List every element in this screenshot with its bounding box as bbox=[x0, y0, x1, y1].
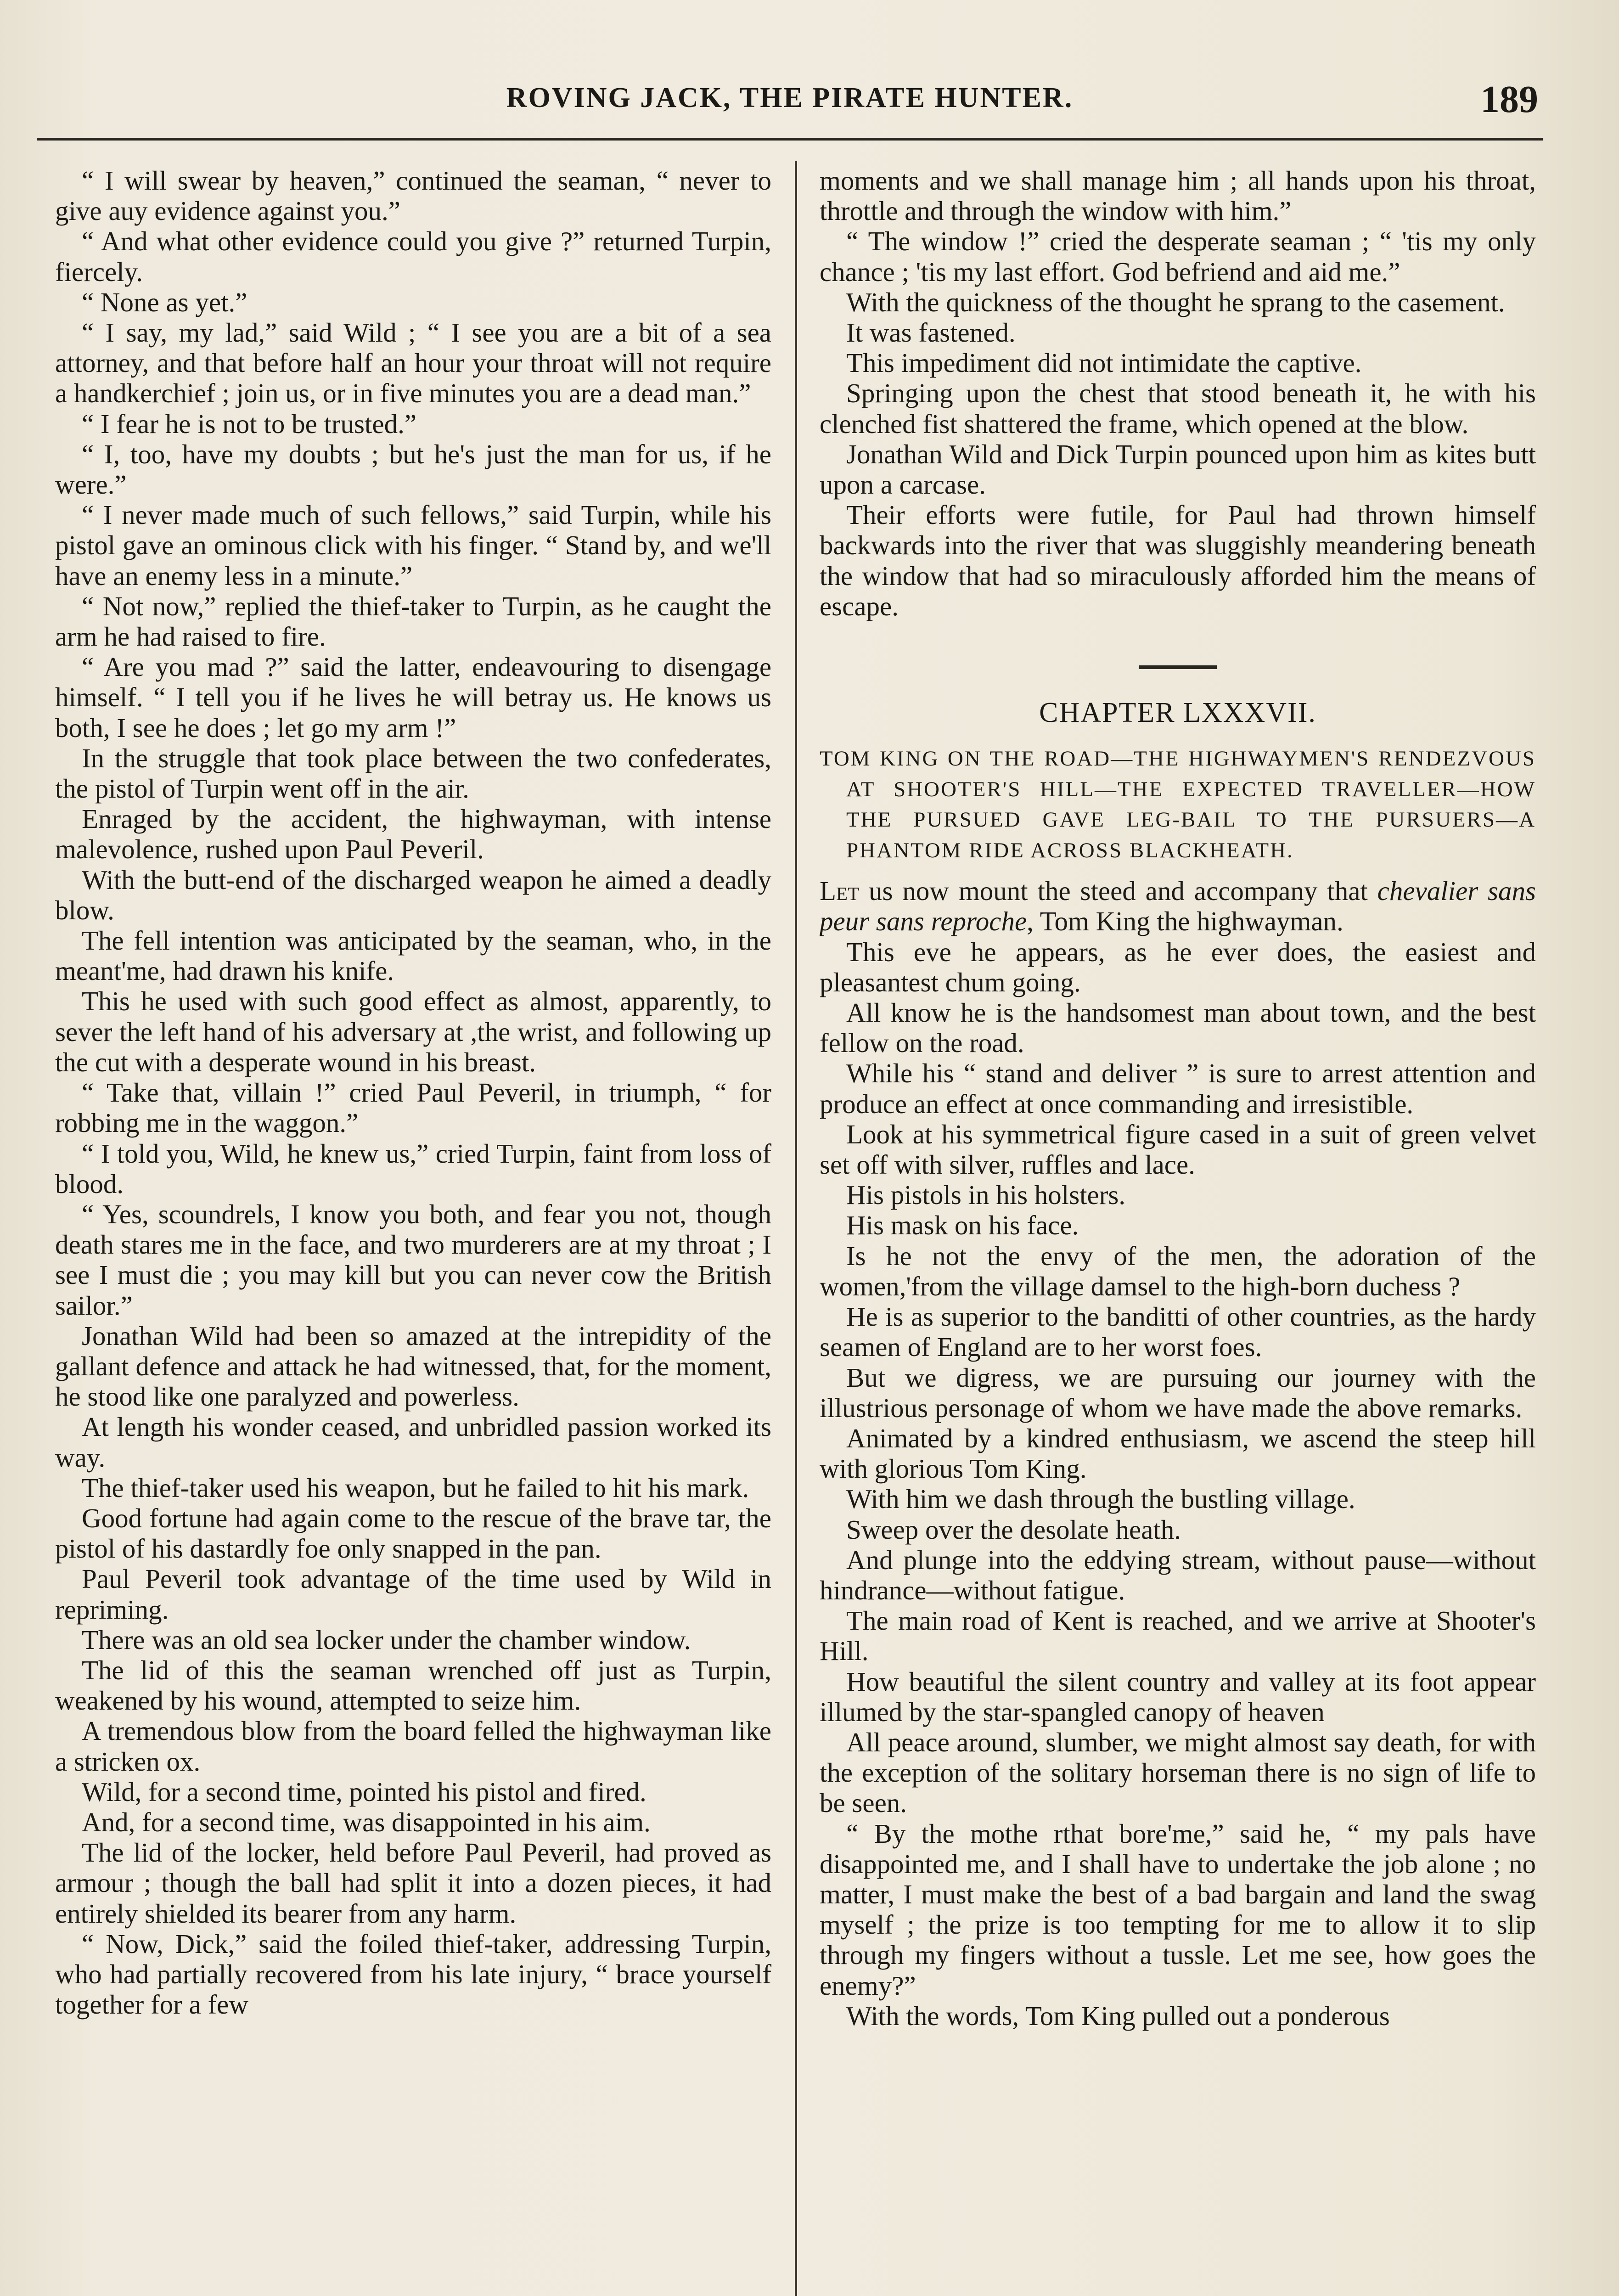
paragraph: But we digress, we are pursuing our journey with the illustrious personage of whom we have made the above remarks. bbox=[820, 1362, 1536, 1423]
paragraph: His pistols in his holsters. bbox=[846, 1180, 1126, 1210]
paragraph: Wild, for a second time, pointed his pistol and fired. bbox=[82, 1776, 646, 1807]
paragraph: Animated by a kindred enthusiasm, we ascend the steep hill with glorious Tom King. bbox=[820, 1423, 1536, 1484]
paragraph: Good fortune had again come to the rescue of the brave tar, the pistol of his dastardly foe only snapped in the pan. bbox=[55, 1503, 771, 1564]
paragraph: With the words, Tom King pulled out a ponderous bbox=[846, 2000, 1390, 2031]
chapter-synopsis-text: TOM KING ON THE ROAD—THE HIGHWAYMEN'S RENDEZVOUS AT SHOOTER'S HILL—THE EXPECTED TRAVELLER—HOW THE PURSUED GAVE LEG-BAIL TO THE PURSUERS—A PHANTOM RIDE ACROSS BLACKHEATH. bbox=[820, 747, 1536, 862]
paragraph: “ The window !” cried the desperate seaman ; “ 'tis my only chance ; 'tis my last effort. God befriend and aid me.” bbox=[820, 226, 1536, 287]
paragraph: “ None as yet.” bbox=[82, 287, 247, 317]
paragraph: This impediment did not intimidate the captive. bbox=[846, 348, 1362, 378]
paragraph: The lid of this the seaman wrenched off just as Turpin, weakened by his wound, attempted to seize him. bbox=[55, 1654, 771, 1716]
paragraph: The thief-taker used his weapon, but he failed to hit his mark. bbox=[82, 1472, 749, 1503]
paragraph: Look at his symmetrical figure cased in a suit of green velvet set off with silver, ruffles and lace. bbox=[820, 1119, 1536, 1180]
paragraph: His mask on his face. bbox=[846, 1210, 1079, 1241]
paragraph: This he used with such good effect as almost, apparently, to sever the left hand of his adversary at ,the wrist, and following up the cut with a desperate wound in his breast. bbox=[55, 986, 771, 1077]
paragraph: A tremendous blow from the board felled the highwayman like a stricken ox. bbox=[55, 1716, 771, 1777]
paragraph: “ I never made much of such fellows,” said Turpin, while his pistol gave an ominous click with his finger. “ Stand by, and we'll have an enemy less in a minute.” bbox=[55, 500, 771, 591]
paragraph: “ I, too, have my doubts ; but he's just the man for us, if he were.” bbox=[55, 439, 771, 500]
paragraph: Is he not the envy of the men, the adoration of the women,'from the village damsel to the high-born duchess ? bbox=[820, 1240, 1536, 1301]
paragraph: He is as superior to the banditti of other countries, as the hardy seamen of England are to her worst foes. bbox=[820, 1301, 1536, 1362]
paragraph: At length his wonder ceased, and unbridled passion worked its way. bbox=[55, 1412, 771, 1473]
paragraph: “ Yes, scoundrels, I know you both, and fear you not, though death stares me in the face, and two murderers are at my throat ; I see I must die ; you may kill but you can never cow the British sailor.” bbox=[55, 1199, 771, 1321]
paragraph: “ Now, Dick,” said the foiled thief-taker, addressing Turpin, who had partially recovered from his late injury, “ brace yourself together for a few bbox=[55, 1928, 771, 2020]
paragraph: Paul Peveril took advantage of the time used by Wild in repriming. bbox=[55, 1564, 771, 1625]
paragraph: With the quickness of the thought he sprang to the casement. bbox=[846, 287, 1505, 317]
page-number: 189 bbox=[1480, 78, 1538, 121]
paragraph: “ By the mothe rthat bore'me,” said he, “ my pals have disappointed me, and I shall have to undertake the job alone ; no matter, I must make the best of a bad bargain and land the swag myself ; the prize is too tempting for me to allow it to slip through my fingers without a tussle. Let me see, how goes the enemy?” bbox=[820, 1818, 1536, 2001]
left-column bbox=[55, 165, 771, 2296]
running-title: ROVING JACK, THE PIRATE HUNTER. bbox=[506, 82, 1074, 113]
paragraph: “ I told you, Wild, he knew us,” cried Turpin, faint from loss of blood. bbox=[55, 1138, 771, 1199]
opening-text: us now mount the steed and accompany that bbox=[859, 876, 1377, 906]
paragraph: “ I fear he is not to be trusted.” bbox=[82, 408, 417, 439]
paragraph: “ Take that, villain !” cried Paul Peveril, in triumph, “ for robbing me in the waggon.” bbox=[55, 1077, 771, 1138]
paragraph: “ And what other evidence could you give ?” returned Turpin, fiercely. bbox=[55, 226, 771, 287]
paragraph: moments and we shall manage him ; all hands upon his throat, throttle and through the window with him.” bbox=[820, 165, 1536, 226]
paragraph: There was an old sea locker under the chamber window. bbox=[82, 1624, 691, 1655]
paragraph: “ I will swear by heaven,” continued the seaman, “ never to give auy evidence against you.” bbox=[55, 165, 771, 226]
paragraph: Their efforts were futile, for Paul had thrown himself backwards into the river that was sluggishly meandering beneath the window that had so miraculously afforded him the means of escape. bbox=[820, 500, 1536, 621]
paragraph: How beautiful the silent country and valley at its foot appear illumed by the star-spangled canopy of heaven bbox=[820, 1666, 1536, 1727]
right-column bbox=[820, 165, 1536, 2296]
paragraph: The fell intention was anticipated by the seaman, who, in the meant'me, had drawn his knife. bbox=[55, 925, 771, 986]
paragraph: “ I say, my lad,” said Wild ; “ I see you are a bit of a sea attorney, and that before half an hour your throat will not require a handkerchief ; join us, or in five minutes you are a dead man.” bbox=[55, 317, 771, 409]
paragraph: Jonathan Wild and Dick Turpin pounced upon him as kites butt upon a carcase. bbox=[820, 439, 1536, 500]
paragraph: This eve he appears, as he ever does, the easiest and pleasantest chum going. bbox=[820, 936, 1536, 997]
paragraph: In the struggle that took place between the two confederates, the pistol of Turpin went off in the air. bbox=[55, 743, 771, 804]
paragraph: With the butt-end of the discharged weapon he aimed a deadly blow. bbox=[55, 864, 771, 925]
opening-text-end: , Tom King the highwayman. bbox=[1027, 906, 1344, 937]
paragraph: It was fastened. bbox=[846, 317, 1016, 348]
page-header bbox=[41, 69, 1538, 129]
opening-italic-phrase: chevalier sans peur sans reproche bbox=[820, 876, 1536, 937]
lead-word: Let bbox=[820, 876, 860, 906]
chapter-heading: CHAPTER LXXXVII. bbox=[1039, 697, 1316, 729]
column-rule bbox=[795, 161, 797, 2296]
paragraph: While his “ stand and deliver ” is sure to arrest attention and produce an effect at once commanding and irresistible. bbox=[820, 1058, 1536, 1119]
paragraph: Enraged by the accident, the highwayman, with intense malevolence, rushed upon Paul Peveril. bbox=[55, 804, 771, 865]
paragraph: “ Not now,” replied the thief-taker to Turpin, as he caught the arm he had raised to fire. bbox=[55, 591, 771, 652]
paragraph: And, for a second time, was disappointed in his aim. bbox=[82, 1806, 651, 1837]
chapter-synopsis bbox=[820, 743, 1536, 866]
header-rule bbox=[37, 138, 1543, 141]
paragraph: Jonathan Wild had been so amazed at the intrepidity of the gallant defence and attack he had witnessed, that, for the moment, he stood like one paralyzed and powerless. bbox=[55, 1320, 771, 1412]
section-break-rule bbox=[1139, 665, 1217, 669]
paragraph: “ Are you mad ?” said the latter, endeavouring to disengage himself. “ I tell you if he lives he will betray us. He knows us both, I see he does ; let go my arm !” bbox=[55, 652, 771, 743]
paragraph: And plunge into the eddying stream, without pause—without hindrance—without fatigue. bbox=[820, 1544, 1536, 1605]
paragraph: The lid of the locker, held before Paul Peveril, had proved as armour ; though the ball had split it into a dozen pieces, it had entirely shielded its bearer from any harm. bbox=[55, 1837, 771, 1929]
paragraph: Sweep over the desolate heath. bbox=[846, 1514, 1181, 1545]
paragraph: All know he is the handsomest man about town, and the best fellow on the road. bbox=[820, 997, 1536, 1058]
chapter-opening-paragraph bbox=[820, 876, 1536, 936]
paragraph: Springing upon the chest that stood beneath it, he with his clenched fist shattered the frame, which opened at the blow. bbox=[820, 378, 1536, 439]
paragraph: With him we dash through the bustling village. bbox=[846, 1484, 1355, 1514]
paragraph: The main road of Kent is reached, and we arrive at Shooter's Hill. bbox=[820, 1605, 1536, 1666]
paragraph: All peace around, slumber, we might almost say death, for with the exception of the solitary horseman there is no sign of life to be seen. bbox=[820, 1727, 1536, 1818]
